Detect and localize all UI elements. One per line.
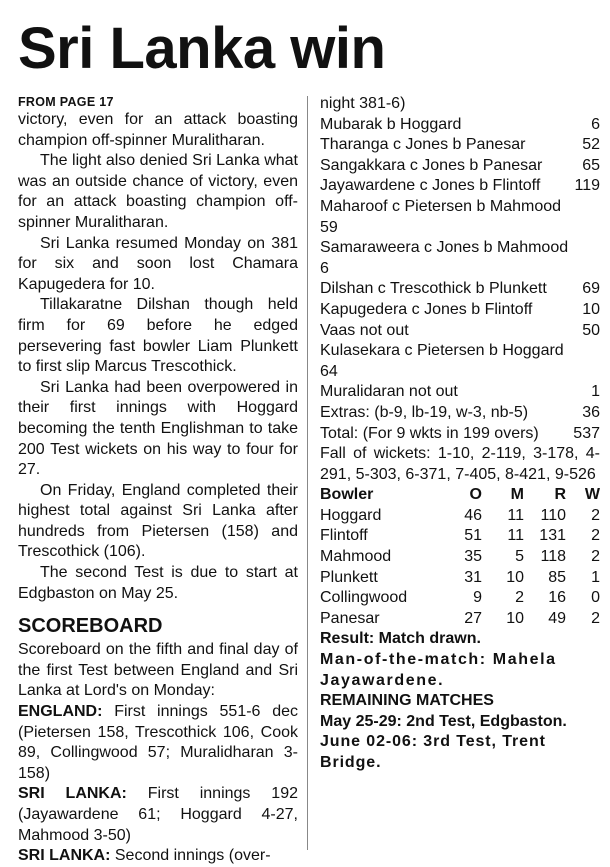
batting-row — [320, 135, 600, 156]
batsman-runs: 52 — [582, 136, 600, 154]
bowler-name: Collingwood — [320, 589, 408, 607]
srilanka-first-innings — [18, 784, 298, 846]
runs-conceded: 110 — [540, 506, 566, 524]
batsman-dismissal: Maharoof c Pietersen b Mahmood — [320, 197, 562, 215]
bowler-name: Mahmood — [320, 548, 392, 566]
batsman-runs-wrapped: 64 — [320, 362, 338, 380]
article-paragraph: Sri Lanka had been overpowered in their first innings with Hoggard becoming the tenth Englishman to take 200 Test wickets on his way to four for 27. — [18, 378, 298, 479]
article-paragraph: On Friday, England completed their highest total against Sri Lanka after hundreds from Pietersen (158) and Trescothick (106). — [18, 481, 298, 561]
batsman-dismissal: Samaraweera c Jones b Mahmood — [320, 239, 569, 257]
batsman-runs: 119 — [574, 177, 600, 195]
article-paragraph: Tillakaratne Dilshan though held firm for 69 before he edged persevering fast bowler Liam Plunkett to first slip Marcus Trescothick. — [18, 296, 298, 376]
batsman-runs: 69 — [582, 280, 600, 298]
batting-row — [320, 341, 600, 362]
header-runs: R — [554, 486, 566, 504]
batsman-runs: 65 — [582, 156, 600, 174]
article-paragraph: The second Test is due to start at Edgbaston on May 25. — [18, 564, 298, 602]
wickets: 2 — [591, 527, 600, 545]
header-overs: O — [469, 486, 482, 504]
overs: 35 — [464, 548, 482, 566]
batsman-dismissal: Vaas not out — [320, 321, 409, 339]
runs-conceded: 49 — [548, 609, 566, 627]
batsman-runs: 6 — [591, 115, 600, 133]
batting-row — [320, 238, 600, 259]
wickets: 1 — [591, 568, 600, 586]
batsman-dismissal: Tharanga c Jones b Panesar — [320, 136, 526, 154]
srilanka-text: Second innings (over- — [110, 847, 271, 865]
batting-row — [320, 424, 600, 445]
remaining-matches-heading: REMAINING MATCHES — [320, 692, 494, 710]
maidens: 10 — [506, 568, 524, 586]
batsman-runs-wrapped: 6 — [320, 259, 329, 277]
article-paragraph: victory, even for an attack boasting champion off-spinner Muralitharan. — [18, 111, 298, 149]
batting-row — [320, 321, 600, 342]
batsman-runs: 1 — [591, 383, 600, 401]
batsman-runs: 10 — [582, 300, 600, 318]
batsman-dismissal: Mubarak b Hoggard — [320, 115, 462, 133]
bowling-row — [320, 588, 600, 609]
header-bowler: Bowler — [320, 486, 374, 504]
maidens: 11 — [507, 527, 524, 545]
maidens: 2 — [515, 589, 524, 607]
batsman-dismissal: Muralidaran not out — [320, 383, 458, 401]
scoreboard-intro: Scoreboard on the fifth and final day of the first Test between England and Sri Lanka at Lord's on Monday: — [18, 641, 298, 700]
maidens: 10 — [506, 609, 524, 627]
wickets: 0 — [591, 589, 600, 607]
runs-conceded: 118 — [540, 548, 566, 566]
batsman-dismissal: Extras: (b-9, lb-19, w-3, nb-5) — [320, 403, 529, 421]
england-label: ENGLAND: — [18, 703, 103, 721]
batting-row — [320, 403, 600, 424]
innings-continued: night 381-6) — [320, 95, 406, 112]
srilanka-second-innings — [18, 846, 298, 867]
srilanka-text: First innings 192 (Jayawardene 61; Hoggard 4-27, Mahmood 3-50) — [18, 785, 298, 844]
srilanka-label: SRI LANKA: — [18, 785, 127, 803]
scoreboard-heading: SCOREBOARD — [18, 615, 163, 638]
bowling-row — [320, 526, 600, 547]
overs: 51 — [464, 527, 482, 545]
wickets: 2 — [591, 548, 600, 566]
overs: 46 — [464, 506, 482, 524]
batting-row — [320, 176, 600, 197]
match-result: Result: Match drawn. — [320, 630, 481, 648]
runs-conceded: 16 — [548, 589, 566, 607]
article-paragraph: The light also denied Sri Lanka what was an outside chance of victory, even for an attack boasting champion off-spinner Muralitharan. — [18, 152, 298, 231]
maidens: 5 — [515, 548, 524, 566]
srilanka-label: SRI LANKA: — [18, 847, 111, 865]
header-maidens: M — [510, 486, 524, 504]
remaining-match: June 02-06: 3rd Test, Trent Bridge. — [320, 733, 546, 771]
overs: 31 — [464, 568, 482, 586]
headline: Sri Lanka win — [18, 16, 386, 81]
from-page-label: FROM PAGE 17 — [18, 95, 114, 109]
batting-row — [320, 115, 600, 136]
batsman-dismissal: Kulasekara c Pietersen b Hoggard — [320, 342, 564, 360]
bowler-name: Plunkett — [320, 568, 378, 586]
batsman-runs: 50 — [582, 321, 600, 339]
batsman-dismissal: Kapugedera c Jones b Flintoff — [320, 300, 533, 318]
england-first-innings — [18, 702, 298, 784]
bowler-name: Flintoff — [320, 527, 368, 545]
bowler-name: Hoggard — [320, 506, 382, 524]
batsman-runs: 36 — [582, 403, 600, 421]
batting-row — [320, 300, 600, 321]
batting-card — [320, 115, 600, 445]
left-column — [18, 94, 298, 867]
bowling-row — [320, 547, 600, 568]
right-column — [320, 94, 600, 774]
overs: 27 — [464, 609, 482, 627]
runs-conceded: 131 — [539, 527, 566, 545]
article-paragraph: Sri Lanka resumed Monday on 381 for six and soon lost Chamara Kapugedera for 10. — [18, 234, 298, 293]
wickets: 2 — [591, 506, 600, 524]
batsman-runs: 537 — [573, 424, 600, 442]
batting-row — [320, 197, 600, 218]
england-text: First innings 551-6 dec (Pietersen 158, Trescothick 106, Cook 89, Collingwood 57; Muralidharan 3-158) — [18, 703, 298, 782]
batsman-dismissal: Jayawardene c Jones b Flintoff — [320, 177, 541, 195]
batsman-runs-wrapped: 59 — [320, 218, 338, 236]
batting-row — [320, 382, 600, 403]
batting-row — [320, 279, 600, 300]
fall-of-wickets: Fall of wickets: 1-10, 2-119, 3-178, 4-291, 5-303, 6-371, 7-405, 8-421, 9-526 — [320, 445, 600, 483]
overs: 9 — [473, 589, 482, 607]
remaining-match: May 25-29: 2nd Test, Edgbaston. — [320, 712, 567, 730]
bowling-table — [320, 485, 600, 629]
runs-conceded: 85 — [548, 568, 566, 586]
batsman-dismissal: Dilshan c Trescothick b Plunkett — [320, 280, 547, 298]
maidens: 11 — [507, 506, 524, 524]
batting-row — [320, 156, 600, 177]
header-wickets: W — [584, 486, 600, 504]
bowling-header-row — [320, 485, 600, 506]
batsman-dismissal: Total: (For 9 wkts in 199 overs) — [320, 424, 539, 442]
column-divider — [307, 96, 308, 850]
batsman-dismissal: Sangakkara c Jones b Panesar — [320, 156, 543, 174]
man-of-the-match: Man-of-the-match: Mahela Jayawardene. — [320, 651, 557, 689]
bowling-row — [320, 568, 600, 589]
bowling-row — [320, 506, 600, 527]
bowling-row — [320, 609, 600, 630]
wickets: 2 — [591, 609, 600, 627]
bowler-name: Panesar — [320, 609, 380, 627]
